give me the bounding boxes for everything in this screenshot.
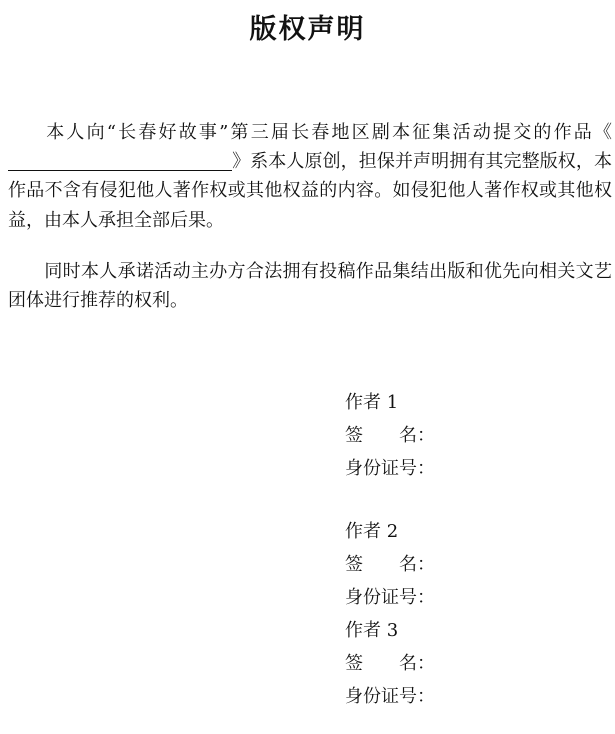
colon: ： — [417, 554, 435, 575]
sign-name-row — [345, 419, 605, 452]
colon: ： — [417, 653, 435, 674]
id-number-label: 身份证号 — [345, 458, 417, 479]
author-label: 作者 1 — [345, 392, 399, 413]
signature-block-3 — [345, 614, 605, 713]
colon: ： — [417, 587, 435, 608]
signature-block-2 — [345, 515, 605, 614]
id-number-row — [345, 581, 605, 614]
sign-name-label: 签名 — [345, 554, 417, 575]
paragraph-commitment-text: 同时本人承诺活动主办方合法拥有投稿作品集结出版和优先向相关文艺团体进行推荐的权利。 — [8, 261, 612, 312]
page-title: 版权声明 — [249, 14, 366, 45]
paragraph-text-before-blank: 本人向“长春好故事”第三届长春地区剧本征集活动提交的作品《 — [44, 122, 612, 143]
signature-block-1 — [345, 386, 605, 485]
colon: ： — [417, 458, 435, 479]
paragraph-text-after-blank: 》系本人原创，担保并声明拥有其完整版权，本作品不含有侵犯他人著作权或其他权益的内容。如侵犯他人著作权或其他权益，由本人承担全部后果。 — [8, 151, 612, 231]
id-number-row — [345, 452, 605, 485]
work-title-blank — [8, 150, 232, 171]
sign-name-row — [345, 647, 605, 680]
author-label: 作者 2 — [345, 521, 399, 542]
id-number-row — [345, 680, 605, 713]
id-number-label: 身份证号 — [345, 686, 417, 707]
sign-name-row — [345, 548, 605, 581]
colon: ： — [417, 425, 435, 446]
colon: ： — [417, 686, 435, 707]
paragraph-declaration — [8, 118, 612, 235]
author-label: 作者 3 — [345, 620, 399, 641]
id-number-label: 身份证号 — [345, 587, 417, 608]
signature-area — [345, 386, 605, 713]
sign-name-label: 签名 — [345, 653, 417, 674]
paragraph-commitment — [8, 257, 612, 315]
sign-name-label: 签名 — [345, 425, 417, 446]
